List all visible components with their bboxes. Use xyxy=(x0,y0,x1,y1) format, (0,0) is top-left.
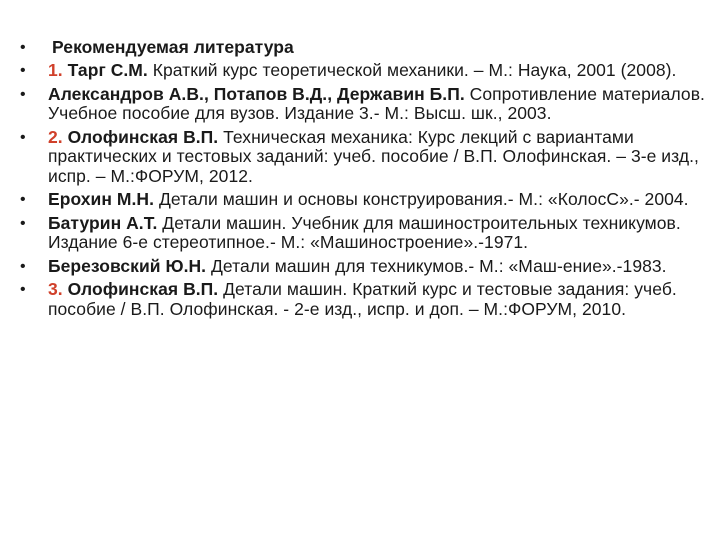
bullet-icon: • xyxy=(20,85,26,103)
reference-authors: Ерохин М.Н. xyxy=(48,189,155,210)
reference-authors: Олофинская В.П. xyxy=(67,279,219,300)
reference-text: Детали машин для техникумов.- М.: «Маш-ение».-1983. xyxy=(206,255,667,276)
reference-authors: Олофинская В.П. xyxy=(67,126,219,147)
bullet-icon: • xyxy=(20,62,26,80)
bullet-icon: • xyxy=(20,39,26,56)
reference-number: 1. xyxy=(48,60,63,81)
reference-authors: Тарг С.М. xyxy=(67,60,148,81)
list-heading-item xyxy=(16,38,706,58)
bullet-icon: • xyxy=(20,214,26,232)
list-item xyxy=(16,214,706,253)
bullet-icon: • xyxy=(20,257,26,275)
reference-number: 2. xyxy=(48,126,63,147)
reference-text: Сопротивление материалов. Учебное пособие для вузов. Издание 3.- М.: Высш. шк., 2003. xyxy=(48,83,705,124)
list-item xyxy=(16,190,706,210)
reference-text: Техническая механика: Курс лекций с вариантами практических и тестовых заданий: учеб. пособие / В.П. Олофинская. – 3-е изд., испр. – М.:ФОРУМ, 2012. xyxy=(48,126,699,186)
list-item xyxy=(16,257,706,277)
reference-authors: Березовский Ю.Н. xyxy=(48,255,207,276)
page-title: Рекомендуемая литература xyxy=(52,37,294,57)
bullet-icon: • xyxy=(20,281,26,299)
list-item xyxy=(16,85,706,124)
reference-text: Детали машин. Учебник для машиностроительных техникумов. Издание 6-е стереотипное.- М.: «Машиностроение».-1971. xyxy=(48,212,681,253)
list-item xyxy=(16,61,706,81)
bullet-icon: • xyxy=(20,191,26,209)
list-item xyxy=(16,280,706,319)
bibliography-list xyxy=(16,38,706,323)
reference-authors: Батурин А.Т. xyxy=(48,212,158,233)
reference-text: Краткий курс теоретической механики. – М.: Наука, 2001 (2008). xyxy=(147,60,677,81)
reference-authors: Александров А.В., Потапов В.Д., Державин Б.П. xyxy=(48,83,465,104)
reference-number: 3. xyxy=(48,279,63,300)
reference-text: Детали машин и основы конструирования.- М.: «КолосС».- 2004. xyxy=(154,189,689,210)
reference-text: Детали машин. Краткий курс и тестовые задания: учеб. пособие / В.П. Олофинская. - 2-е изд., испр. и доп. – М.:ФОРУМ, 2010. xyxy=(48,279,677,319)
list-item xyxy=(16,128,706,187)
bullet-icon: • xyxy=(20,128,26,146)
